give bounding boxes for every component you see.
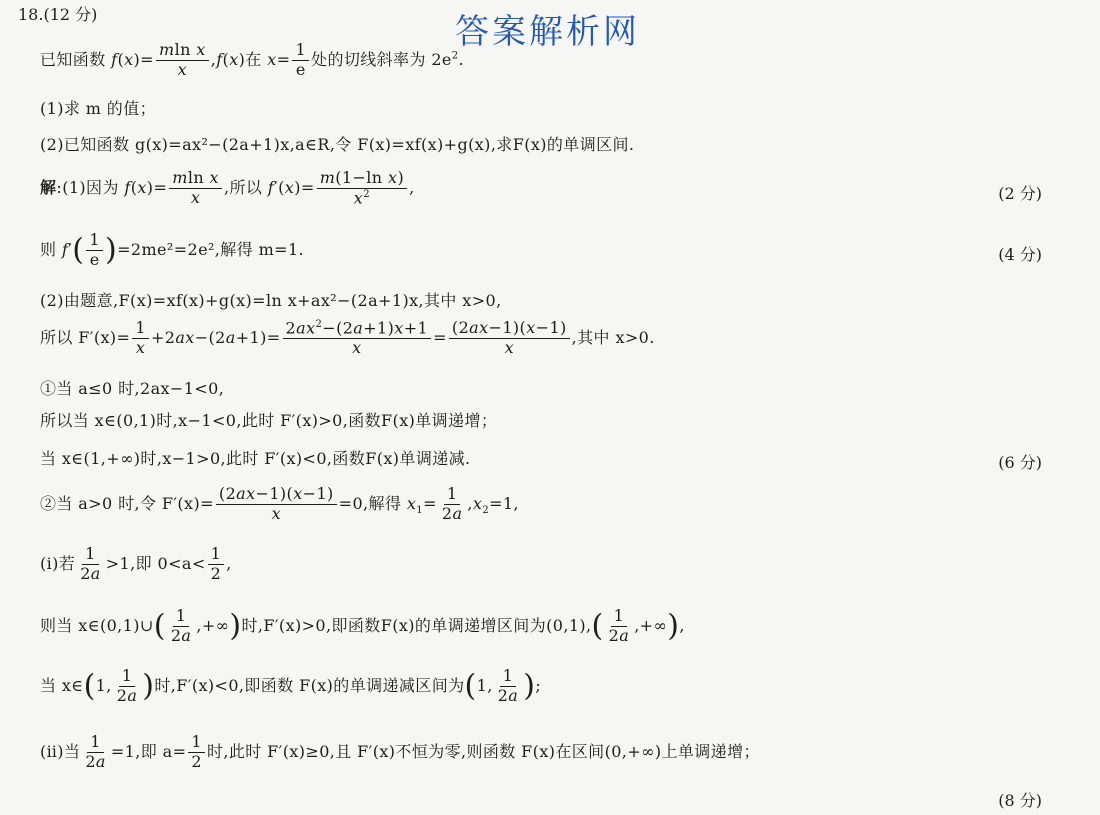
solution-text: =0,解得 [338, 493, 402, 513]
solution-text: 时,F′(x)<0,即函数 F(x)的单调递减区间为 [154, 675, 465, 695]
solution-text: 所以 F′(x)= [40, 327, 131, 347]
solution-line-d: 所以 F′(x)= $\frac{1}{x}$ +2ax−(2a+1)= $\frac{2ax^2-(2a+1)x+1}{x}$ = $\frac{(2ax-1)(x-1)}{x}$ ,其中 x>0. [40, 318, 655, 358]
score-mark: (2 分) [998, 184, 1042, 203]
solution-label: 解 [40, 177, 57, 197]
question-number: 18.(12 分) [18, 5, 98, 24]
solution-text: ,所以 [223, 177, 263, 197]
solution-line-a: 解:(1)因为 f(x)= $\frac{\text{mln x}}{x}$ ,所以 f′(x)= $\frac{\text{m(1−ln x)}}{x^2}$ , [40, 168, 415, 208]
solution-text: =1,即 a= [110, 741, 187, 761]
solution-text: 时,F′(x)>0,即函数F(x)的单调递增区间为(0,1), [241, 615, 592, 635]
solution-text: ②当 a>0 时,令 F′(x)= [40, 493, 214, 513]
solution-text: =2me²=2e²,解得 m=1. [117, 239, 305, 259]
sub-case-i: (ⅰ)若 $\frac{1}{2a}$ >1,即 0<a< $\frac{1}{2}$ , [40, 544, 232, 583]
case-2-head: ②当 a>0 时,令 F′(x)= $\frac{(2ax-1)(x-1)}{x}$ =0,解得 $x_1=$ $\frac{1}{2a}$ $,x_2=1$, [40, 484, 519, 523]
score-mark: (6 分) [998, 453, 1042, 472]
case-1-line-2: 当 x∈(1,+∞)时,x−1>0,此时 F′(x)<0,函数F(x)单调递减. [40, 449, 471, 468]
solution-line-c: (2)由题意,F(x)=xf(x)+g(x)=ln x+ax²−(2a+1)x,其中 x>0, [40, 291, 502, 310]
solution-text: 则当 x∈(0,1)∪ [40, 615, 154, 635]
solution-text: (ⅱ)当 [40, 741, 81, 761]
solution-text: 时,此时 F′(x)≥0,且 F′(x)不恒为零,则函数 F(x)在区间(0,+∞)上单调递增； [206, 741, 760, 761]
solution-text: :(1)因为 [56, 177, 119, 197]
problem-text: 处的切线斜率为 [311, 49, 426, 69]
score-mark: (8 分) [998, 791, 1042, 810]
case-1-head: ①当 a≤0 时,2ax−1<0, [40, 379, 225, 398]
solution-text: ,其中 x>0. [571, 327, 655, 347]
sub-case-ii: (ⅱ)当 $\frac{1}{2a}$ =1,即 a= $\frac{1}{2}$ 时,此时 F′(x)≥0,且 F′(x)不恒为零,则函数 F(x)在区间(0,+∞)上单调递增； [40, 732, 760, 771]
sub-case-i-line-2: 当 x∈(1, $\frac{1}{2a}$ )时,F′(x)<0,即函数 F(x)的单调递减区间为(1, $\frac{1}{2a}$ ); [40, 666, 542, 705]
solution-text: >1,即 0<a< [105, 553, 206, 573]
problem-part-2: (2)已知函数 g(x)=ax²−(2a+1)x,a∈R,令 F(x)=xf(x)+g(x),求F(x)的单调区间. [40, 135, 635, 154]
problem-text: 在 [245, 49, 262, 69]
watermark: 答案解析网 [455, 12, 640, 52]
problem-line-1: 已知函数 f(x)= $\frac{\text{mln x}}{x}$ ,f(x)在 x= $\frac{1}{e}$ 处的切线斜率为 $2e^2$. [40, 40, 465, 79]
case-1-line-1: 所以当 x∈(0,1)时,x−1<0,此时 F′(x)>0,函数F(x)单调递增； [40, 411, 498, 430]
solution-text: (ⅰ)若 [40, 553, 76, 573]
solution-text: 则 [40, 239, 57, 259]
problem-part-1: (1)求 m 的值； [40, 99, 157, 118]
solution-text: 当 x∈ [40, 675, 84, 695]
sub-case-i-line-1: 则当 x∈(0,1)∪( $\frac{1}{2a}$ ,+∞)时,F′(x)>0,即函数F(x)的单调递增区间为(0,1),( $\frac{1}{2a}$ ,+∞), [40, 606, 685, 645]
score-mark: (4 分) [998, 245, 1042, 264]
problem-text: 已知函数 [40, 49, 106, 69]
solution-line-b: 则 f′( $\frac{1}{e}$ )=2me²=2e²,解得 m=1. [40, 230, 305, 269]
